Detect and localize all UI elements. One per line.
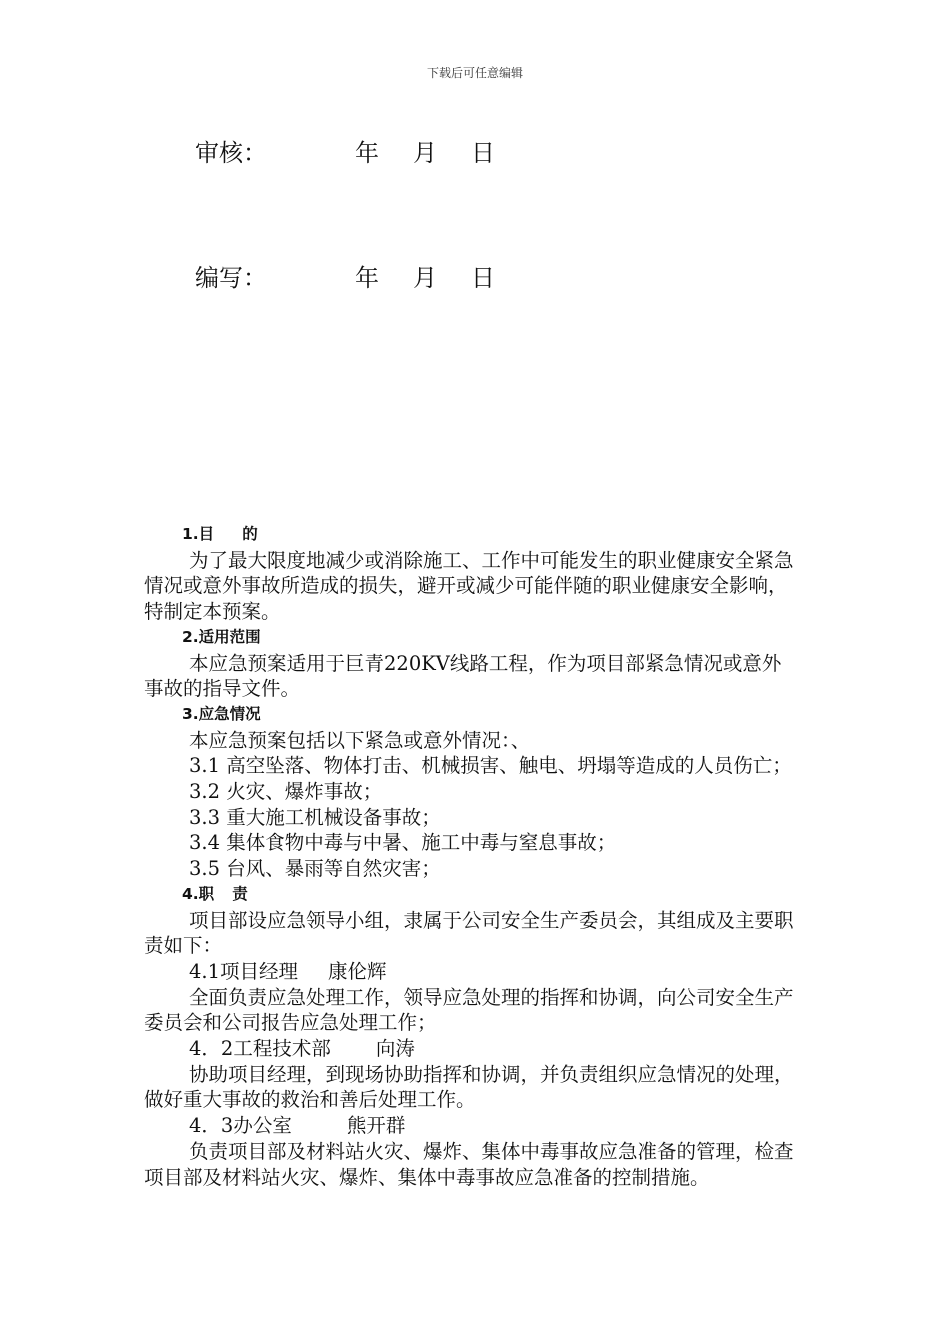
- section-2-heading: 2.适用范围: [182, 627, 261, 646]
- section-4-3-name: 熊开群: [346, 1114, 406, 1138]
- section-1-paragraph: 为了最大限度地减少或消除施工、工作中可能发生的职业健康安全紧急情况或意外事故所造成的损失，避开或减少可能伴随的职业健康安全影响，特制定本预案。: [144, 548, 794, 624]
- section-4-3-heading: [144, 1113, 794, 1139]
- section-3-item-5: 3.5 台风、暴雨等自然灾害；: [189, 857, 441, 881]
- review-year: 年: [355, 139, 379, 167]
- section-3-item-4: 3.4 集体食物中毒与中暑、施工中毒与窒息事故；: [189, 831, 617, 855]
- section-4-1-name: 康伦辉: [328, 959, 387, 983]
- section-4-3-paragraph: 负责项目部及材料站火灾、爆炸、集体中毒事故应急准备的管理，检查项目部及材料站火灾、爆炸、集体中毒事故应急准备的控制措施。: [144, 1139, 794, 1189]
- header-note: 下载后可任意编辑: [426, 66, 523, 80]
- section-4-1-paragraph: 全面负责应急处理工作，领导应急处理的指挥和协调，向公司安全生产委员会和公司报告应急处理工作；: [144, 985, 794, 1035]
- section-4-3-role: 4．3办公室: [189, 1114, 292, 1138]
- section-4-heading: [144, 882, 794, 908]
- section-4-2-heading: [144, 1036, 794, 1062]
- section-3-item-3: 3.3 重大施工机械设备事故；: [189, 805, 441, 829]
- review-label: 审核：: [195, 139, 267, 167]
- author-label: 编写：: [195, 264, 267, 292]
- section-4-1-heading: [144, 959, 794, 985]
- section-4-number: 4.职: [182, 884, 215, 903]
- section-1-heading: [144, 522, 794, 548]
- section-4-1-role: 4.1项目经理: [189, 959, 299, 983]
- section-1-number: 1.目: [182, 525, 215, 543]
- section-3-heading: 3.应急情况: [182, 704, 261, 723]
- document-body: [144, 522, 794, 1190]
- section-4-word: 责: [232, 884, 248, 903]
- author-day: 日: [471, 264, 495, 292]
- section-4-intro: 项目部设应急领导小组，隶属于公司安全生产委员会，其组成及主要职责如下：: [144, 908, 794, 958]
- section-4-2-name: 向涛: [375, 1037, 415, 1061]
- section-3-item-1: 3.1 高空坠落、物体打击、机械损害、触电、坍塌等造成的人员伤亡；: [189, 754, 792, 778]
- review-month: 月: [413, 139, 437, 167]
- section-3-item-2: 3.2 火灾、爆炸事故；: [189, 780, 383, 804]
- author-month: 月: [413, 264, 437, 292]
- review-signature-row: [195, 133, 529, 168]
- review-day: 日: [471, 139, 495, 167]
- section-3-intro: 本应急预案包括以下紧急或意外情况：、: [189, 728, 531, 752]
- author-year: 年: [355, 264, 379, 292]
- section-4-2-role: 4．2工程技术部: [189, 1037, 331, 1061]
- author-signature-row: [195, 258, 529, 293]
- section-4-2-paragraph: 协助项目经理，到现场协助指挥和协调，并负责组织应急情况的处理，做好重大事故的救治和善后处理工作。: [144, 1062, 794, 1112]
- section-2-paragraph: 本应急预案适用于巨青220KV线路工程，作为项目部紧急情况或意外事故的指导文件。: [144, 651, 782, 701]
- section-1-word: 的: [242, 525, 258, 543]
